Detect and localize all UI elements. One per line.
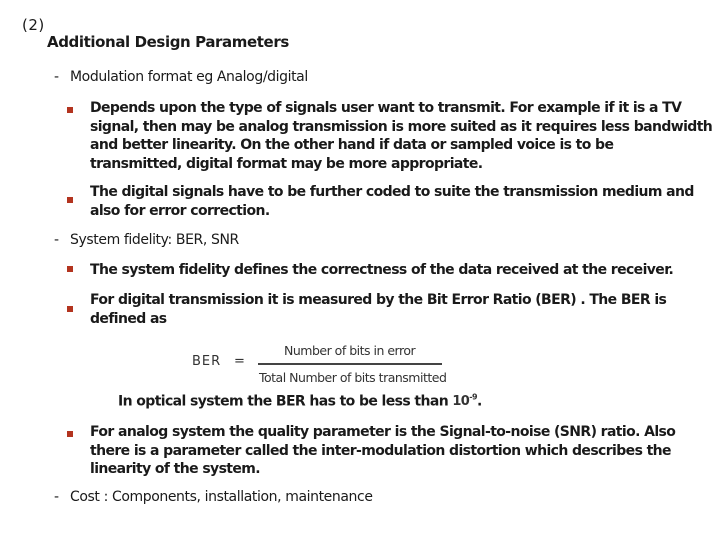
section-heading-cost: Cost : Components, installation, maintenance bbox=[70, 489, 373, 505]
text-line: The digital signals have to be further coded to suite the transmission medium and bbox=[90, 184, 694, 200]
ber-threshold-exponent: -9 bbox=[469, 393, 477, 402]
text-line: and better linearity. On the other hand if data or sampled voice is to be bbox=[90, 137, 614, 153]
text-line: defined as bbox=[90, 310, 167, 327]
text-line: The system fidelity defines the correctness of the data received at the receiver. bbox=[90, 262, 674, 278]
slide-title: Additional Design Parameters bbox=[47, 33, 289, 51]
optical-note bbox=[118, 389, 482, 412]
section-heading-fidelity: System fidelity: BER, SNR bbox=[70, 232, 239, 248]
slide-number: (2) bbox=[22, 16, 45, 34]
section-dash: - bbox=[54, 69, 60, 85]
text-line: transmitted, digital format may be more appropriate. bbox=[90, 155, 483, 172]
text-line: there is a parameter called the inter-modulation distortion which describes the bbox=[90, 442, 671, 459]
bullet-text-fidelity-3 bbox=[90, 423, 675, 479]
bullet-text-modulation-1 bbox=[90, 99, 712, 173]
text-line: For digital transmission it is measured by the Bit Error Ratio (BER) . The BER is bbox=[90, 292, 667, 308]
bullet-marker bbox=[67, 306, 73, 312]
formula-denominator: Total Number of bits transmitted bbox=[259, 370, 447, 385]
text-line: signal, then may be analog transmission is more suited as it requires less bandwidth bbox=[90, 118, 713, 135]
section-heading-modulation: Modulation format eg Analog/digital bbox=[70, 69, 308, 85]
text-line: Depends upon the type of signals user want to transmit. For example if it is a TV bbox=[90, 100, 682, 116]
formula-ber-label: BER bbox=[192, 354, 222, 369]
bullet-text-modulation-2 bbox=[90, 183, 694, 220]
section-dash: - bbox=[54, 489, 60, 505]
formula-numerator: Number of bits in error bbox=[284, 343, 416, 358]
text-line: For analog system the quality parameter is the Signal-to-noise (SNR) ratio. Also bbox=[90, 424, 676, 440]
ber-threshold bbox=[452, 394, 477, 409]
formula-equals: = bbox=[234, 354, 245, 369]
fraction-bar bbox=[258, 363, 442, 365]
text-line: linearity of the system. bbox=[90, 461, 260, 477]
bullet-marker bbox=[67, 107, 73, 113]
optical-note-suffix: . bbox=[476, 393, 482, 410]
optical-note-text: In optical system the BER has to be less than bbox=[118, 393, 449, 410]
bullet-marker bbox=[67, 197, 73, 203]
ber-threshold-base: 10 bbox=[452, 394, 470, 410]
bullet-text-fidelity-1 bbox=[90, 261, 673, 280]
bullet-text-fidelity-2 bbox=[90, 291, 666, 328]
section-dash: - bbox=[54, 232, 60, 248]
bullet-marker bbox=[67, 431, 73, 437]
text-line: also for error correction. bbox=[90, 202, 270, 219]
bullet-marker bbox=[67, 266, 73, 272]
